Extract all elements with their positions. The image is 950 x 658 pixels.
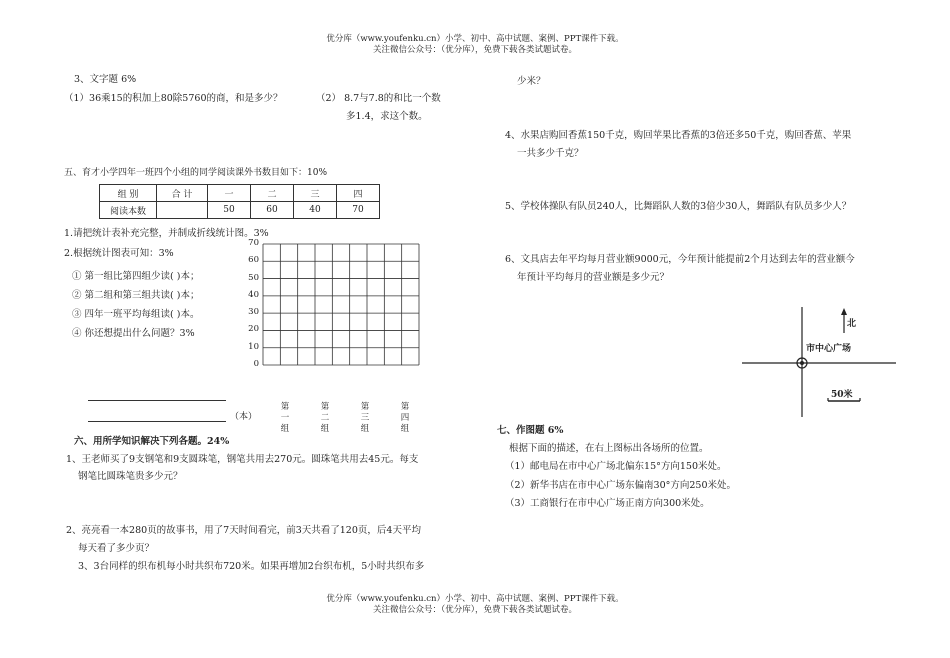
table-header-cell: 四 (337, 185, 380, 202)
question6-line1: 6、文具店去年平均每月营业额9000元，今年预计能提前2个月达到去年的营业额今 (505, 254, 855, 265)
x-tick-label-char: 组 (280, 424, 290, 434)
section7-title: 七、作图题 6% (497, 425, 564, 436)
section6-question1-line2: 钢笔比圆珠笔贵多少元？ (78, 471, 183, 482)
answer-line-1[interactable] (88, 400, 226, 401)
y-tick-label: 50 (248, 272, 259, 283)
x-tick-label-char: 第 (280, 402, 290, 412)
x-tick-label (319, 402, 331, 435)
section5-item1: ① 第一组比第四组少读( )本； (72, 271, 200, 282)
section6-question2-line2: 每天看了多少页？ (78, 543, 155, 554)
section7-item2: （2）新华书店在市中心广场东偏南30°方向250米处。 (505, 480, 737, 491)
x-tick-label (399, 402, 411, 435)
x-tick-label-char: 一 (280, 413, 290, 423)
table-header-cell: 三 (294, 185, 337, 202)
y-tick-label: 30 (248, 307, 259, 318)
x-tick-label-char: 第 (320, 402, 330, 412)
table-cell: 70 (337, 202, 380, 219)
y-tick-label: 10 (248, 341, 259, 352)
map-north-label: 北 (847, 319, 857, 329)
x-tick-label-char: 组 (320, 424, 330, 434)
section6-question1-line1: 1、王老师买了9支钢笔和9支圆珠笔，钢笔共用去270元。圆珠笔共用去45元。每支 (66, 454, 419, 465)
x-tick-label (279, 402, 291, 435)
x-tick-label-char: 二 (320, 413, 330, 423)
chart-unit-label: （本） (230, 412, 258, 422)
section3-title: 3、文字题 6% (74, 74, 137, 85)
question4-line2: 一共多少千克？ (517, 148, 584, 159)
table-cell-total[interactable] (157, 202, 208, 219)
answer-line-2[interactable] (88, 421, 226, 422)
x-tick-label-char: 三 (360, 413, 370, 423)
table-header-cell: 二 (251, 185, 294, 202)
section3-question1: （1）36乘15的积加上80除5760的商，和是多少？ (64, 93, 283, 104)
section5-question1: 1.请把统计表补充完整，并制成折线统计图。3% (64, 228, 269, 239)
question5: 5、学校体操队有队员240人，比舞蹈队人数的3倍少30人，舞蹈队有队员多少人？ (505, 201, 852, 212)
y-tick-label: 40 (248, 289, 259, 300)
question6-line2: 年预计平均每月的营业额是多少元？ (517, 272, 670, 283)
section3-question2-line1: （2） 8.7与7.8的和比一个数 (316, 93, 441, 104)
page-footer-line2: 关注微信公众号：（优分库），免费下载各类试题试卷。 (372, 605, 577, 615)
section5-item3: ③ 四年一班平均每组读( )本。 (72, 309, 200, 320)
center-dot-icon (800, 361, 804, 365)
question3-continued: 少米？ (517, 76, 546, 87)
table-cell: 50 (208, 202, 251, 219)
section5-question2: 2.根据统计图表可知：3% (64, 248, 174, 259)
section5-item4: ④ 你还想提出什么问题？3% (72, 328, 195, 339)
question4-line1: 4、水果店购回香蕉150千克，购回苹果比香蕉的3倍还多50千克，购回香蕉、苹果 (505, 130, 852, 141)
page-header-line2: 关注微信公众号：（优分库），免费下载各类试题试卷。 (372, 45, 577, 55)
map-diagram[interactable] (740, 305, 900, 425)
x-tick-label-char: 第 (360, 402, 370, 412)
x-tick-label-char: 组 (400, 424, 410, 434)
x-tick-label (359, 402, 371, 435)
section3-question2-line2: 多1.4，求这个数。 (346, 111, 428, 122)
section7-item3: （3）工商银行在市中心广场正南方向300米处。 (505, 498, 710, 509)
table-cell: 40 (294, 202, 337, 219)
north-arrow-head-icon (841, 308, 847, 315)
section6-question3: 3、3台同样的织布机每小时共织布720米。如果再增加2台织布机，5小时共织布多 (78, 561, 425, 572)
table-row-label: 阅读本数 (100, 202, 157, 219)
section6-question2-line1: 2、亮亮看一本280页的故事书，用了7天时间看完，前3天共看了120页，后4天平均 (66, 525, 421, 536)
table-row (100, 202, 380, 219)
x-tick-label-char: 组 (360, 424, 370, 434)
reading-table (99, 184, 380, 219)
map-scale-label: 50米 (831, 390, 853, 400)
section5-title: 五、育才小学四年一班四个小组的同学阅读课外书数目如下：10% (64, 168, 328, 178)
section6-title: 六、用所学知识解决下列各题。24% (74, 436, 230, 447)
map-center-label: 市中心广场 (806, 344, 852, 354)
x-tick-label-char: 四 (400, 413, 410, 423)
table-header-row (100, 185, 380, 202)
page-header-line1: 优分库（www.youfenku.cn）小学、初中、高中试题、案例、PPT课件下载。 (326, 34, 624, 44)
y-tick-label: 70 (248, 238, 259, 248)
table-header-cell: 合 计 (157, 185, 208, 202)
y-tick-label: 20 (248, 324, 259, 335)
table-header-cell: 一 (208, 185, 251, 202)
page-footer-line1: 优分库（www.youfenku.cn）小学、初中、高中试题、案例、PPT课件下载。 (326, 594, 624, 604)
x-tick-label-char: 第 (400, 402, 410, 412)
table-cell: 60 (251, 202, 294, 219)
y-tick-label: 0 (253, 359, 259, 369)
line-chart-grid[interactable] (262, 243, 420, 366)
section7-item1: （1）邮电局在市中心广场北偏东15°方向150米处。 (505, 461, 727, 472)
section5-item2: ② 第二组和第三组共读( )本； (72, 290, 200, 301)
table-header-cell: 组 别 (100, 185, 157, 202)
y-tick-label: 60 (248, 255, 259, 266)
section7-intro: 根据下面的描述，在右上图标出各场所的位置。 (509, 443, 709, 454)
